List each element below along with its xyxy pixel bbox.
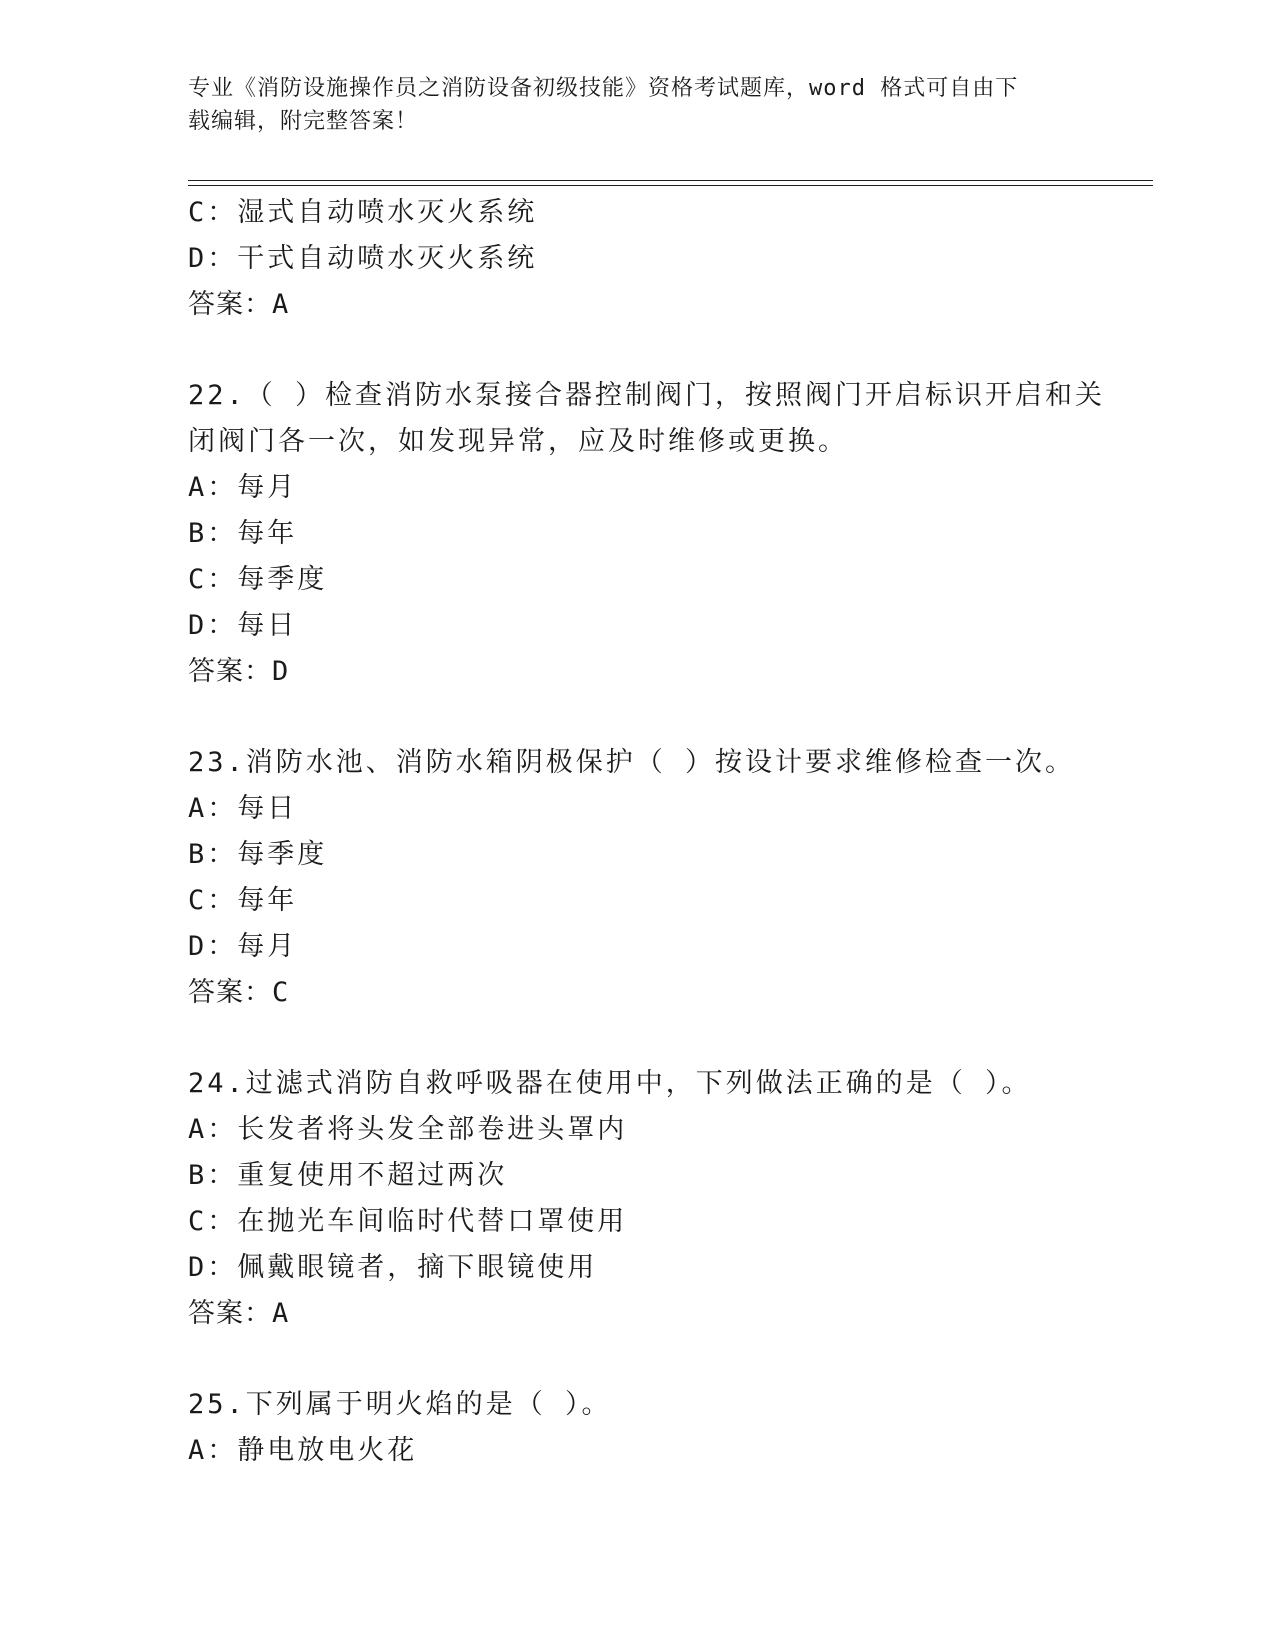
document-header bbox=[188, 72, 1078, 138]
question-stem: 25.下列属于明火焰的是（ ）。 bbox=[188, 1389, 612, 1420]
question-25 bbox=[188, 1382, 1088, 1474]
header-line-1: 专业《消防设施操作员之消防设备初级技能》资格考试题库，word 格式可自由下 bbox=[188, 76, 1019, 101]
option-a: A：每月 bbox=[188, 472, 298, 503]
header-divider-bottom bbox=[188, 185, 1153, 186]
question-24 bbox=[188, 1061, 1088, 1337]
question-list bbox=[188, 190, 1106, 1474]
option-a: A：静电放电火花 bbox=[188, 1435, 418, 1466]
option-c: C：在抛光车间临时代替口罩使用 bbox=[188, 1206, 628, 1237]
answer: 答案：A bbox=[188, 1298, 290, 1329]
question-21 bbox=[188, 190, 1088, 328]
option-d: D：每月 bbox=[188, 931, 298, 962]
option-d: D：干式自动喷水灭火系统 bbox=[188, 243, 538, 274]
question-stem: 24.过滤式消防自救呼吸器在使用中，下列做法正确的是（ ）。 bbox=[188, 1068, 1032, 1099]
option-c: C：每年 bbox=[188, 885, 298, 916]
question-23 bbox=[188, 740, 1088, 1016]
option-b: B：重复使用不超过两次 bbox=[188, 1160, 508, 1191]
question-stem: 23.消防水池、消防水箱阴极保护（ ）按设计要求维修检查一次。 bbox=[188, 747, 1076, 778]
option-b: B：每年 bbox=[188, 518, 298, 549]
question-stem-line-2: 闭阀门各一次，如发现异常，应及时维修或更换。 bbox=[188, 426, 848, 457]
option-a: A：每日 bbox=[188, 793, 298, 824]
option-b: B：每季度 bbox=[188, 839, 328, 870]
option-c: C：每季度 bbox=[188, 564, 328, 595]
answer: 答案：D bbox=[188, 656, 290, 687]
header-line-2: 载编辑，附完整答案！ bbox=[188, 109, 419, 134]
header-divider-top bbox=[188, 180, 1153, 181]
question-22 bbox=[188, 373, 1106, 695]
option-d: D：佩戴眼镜者，摘下眼镜使用 bbox=[188, 1252, 598, 1283]
option-d: D：每日 bbox=[188, 610, 298, 641]
answer: 答案：C bbox=[188, 977, 290, 1008]
question-stem-line-1: 22.（ ）检查消防水泵接合器控制阀门，按照阀门开启标识开启和关 bbox=[188, 380, 1106, 411]
option-c: C：湿式自动喷水灭火系统 bbox=[188, 197, 538, 228]
answer: 答案：A bbox=[188, 289, 290, 320]
option-a: A：长发者将头发全部卷进头罩内 bbox=[188, 1114, 628, 1145]
